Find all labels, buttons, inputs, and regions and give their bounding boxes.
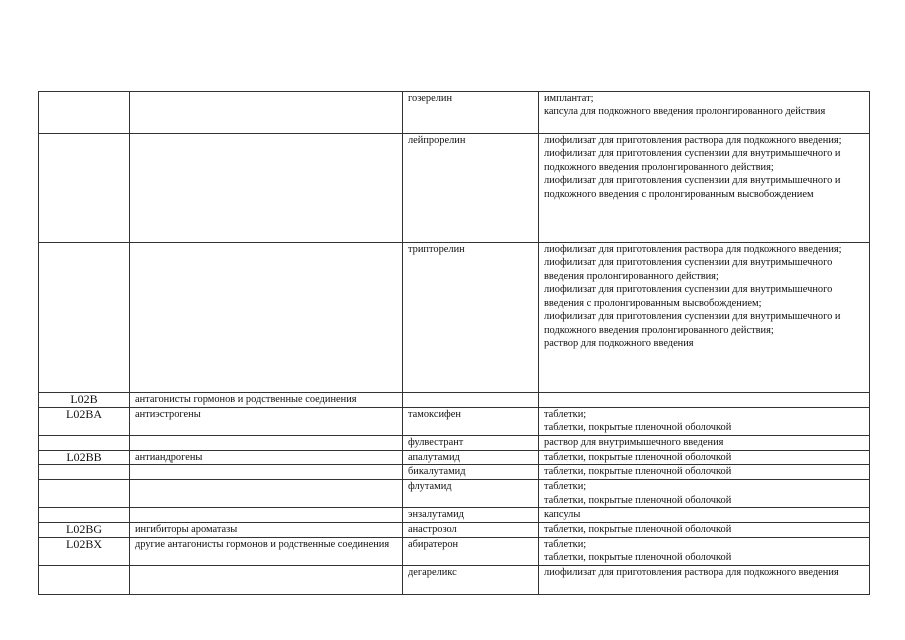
drug-name: бикалутамид <box>403 465 539 480</box>
dosage-forms: таблетки; таблетки, покрытые пленочной оболочкой <box>539 480 870 508</box>
table-row <box>39 243 870 393</box>
dosage-forms: имплантат; капсула для подкожного введения пролонгированного действия <box>539 92 870 134</box>
drug-name: апалутамид <box>403 451 539 465</box>
table-row <box>39 436 870 451</box>
atc-code <box>39 565 130 594</box>
dosage-forms <box>539 393 870 408</box>
group-name: другие антагонисты гормонов и родственные соединения <box>130 537 403 565</box>
atc-code: L02BG <box>39 522 130 537</box>
atc-code <box>39 480 130 508</box>
table-row <box>39 451 870 465</box>
atc-code: L02BA <box>39 408 130 436</box>
drug-name: трипторелин <box>403 243 539 393</box>
group-name <box>130 436 403 451</box>
atc-code: L02BB <box>39 451 130 465</box>
table-row <box>39 480 870 508</box>
group-name <box>130 465 403 480</box>
table-row <box>39 508 870 522</box>
dosage-forms: раствор для внутримышечного введения <box>539 436 870 451</box>
group-name <box>130 565 403 594</box>
dosage-forms: капсулы <box>539 508 870 522</box>
dosage-forms: таблетки; таблетки, покрытые пленочной оболочкой <box>539 537 870 565</box>
drug-name: фулвестрант <box>403 436 539 451</box>
atc-code <box>39 465 130 480</box>
table-row <box>39 393 870 408</box>
group-name <box>130 508 403 522</box>
atc-code: L02B <box>39 393 130 408</box>
drug-name: флутамид <box>403 480 539 508</box>
group-name <box>130 92 403 134</box>
table-row <box>39 92 870 134</box>
drug-name: лейпрорелин <box>403 134 539 243</box>
drug-name: дегареликс <box>403 565 539 594</box>
drug-table <box>38 91 870 595</box>
drug-name: анастрозол <box>403 522 539 537</box>
drug-name: абиратерон <box>403 537 539 565</box>
table-row <box>39 408 870 436</box>
dosage-forms: таблетки, покрытые пленочной оболочкой <box>539 465 870 480</box>
drug-name: гозерелин <box>403 92 539 134</box>
dosage-forms: таблетки, покрытые пленочной оболочкой <box>539 522 870 537</box>
group-name: антагонисты гормонов и родственные соединения <box>130 393 403 408</box>
table-row <box>39 465 870 480</box>
dosage-forms: лиофилизат для приготовления раствора для подкожного введения; лиофилизат для приготовления суспензии для внутримышечного введения пролонгированного действия; лиофилизат для приготовления суспензии для внутримышечного введения с пролонгированным высвобождением; лиофилизат для приготовления суспензии для внутримышечного и подкожного введения пролонгированного действия; раствор для подкожного введения <box>539 243 870 393</box>
dosage-forms: лиофилизат для приготовления раствора для подкожного введения; лиофилизат для приготовления суспензии для внутримышечного и подкожного введения пролонгированного действия; лиофилизат для приготовления суспензии для внутримышечного и подкожного введения с пролонгированным высвобождением <box>539 134 870 243</box>
group-name <box>130 480 403 508</box>
atc-code: L02BX <box>39 537 130 565</box>
group-name: антиэстрогены <box>130 408 403 436</box>
drug-name <box>403 393 539 408</box>
dosage-forms: лиофилизат для приготовления раствора для подкожного введения <box>539 565 870 594</box>
table-row <box>39 565 870 594</box>
table-row <box>39 537 870 565</box>
dosage-forms: таблетки; таблетки, покрытые пленочной оболочкой <box>539 408 870 436</box>
table-row <box>39 134 870 243</box>
group-name: ингибиторы ароматазы <box>130 522 403 537</box>
group-name: антиандрогены <box>130 451 403 465</box>
atc-code <box>39 508 130 522</box>
atc-code <box>39 436 130 451</box>
drug-name: энзалутамид <box>403 508 539 522</box>
group-name <box>130 243 403 393</box>
atc-code <box>39 134 130 243</box>
drug-name: тамоксифен <box>403 408 539 436</box>
dosage-forms: таблетки, покрытые пленочной оболочкой <box>539 451 870 465</box>
table-row <box>39 522 870 537</box>
atc-code <box>39 243 130 393</box>
group-name <box>130 134 403 243</box>
atc-code <box>39 92 130 134</box>
